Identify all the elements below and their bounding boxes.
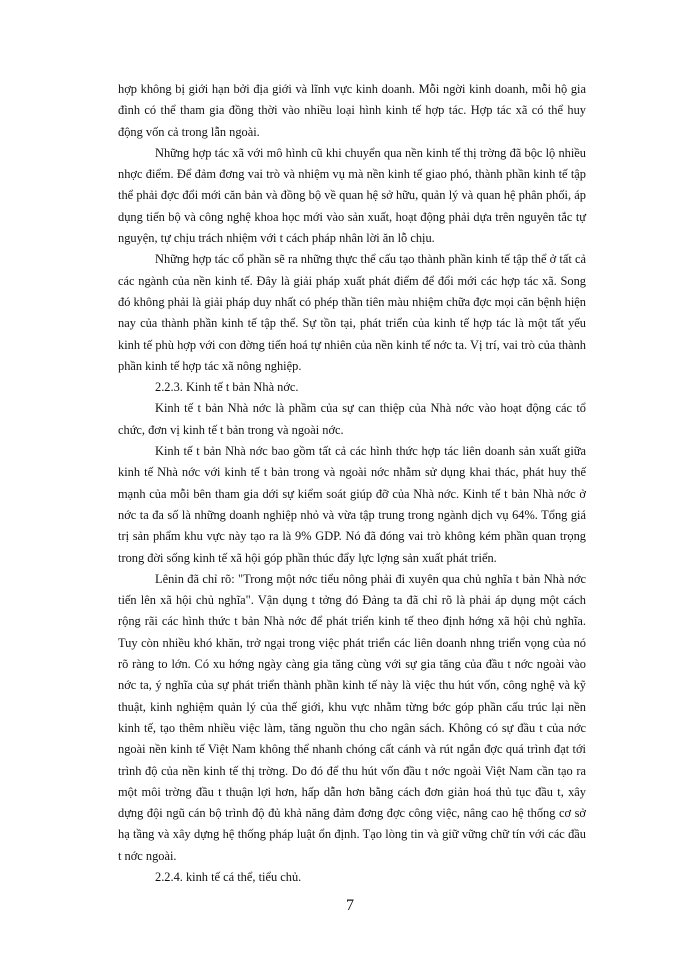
paragraph-old-cooperatives: Những hợp tác xã với mô hình cũ khi chuyển qua nền kinh tế thị trờng đã bộc lộ nhiều nhợc điểm. Để đảm đơng vai trò và nhiệm vụ mà nền kinh tế giao phó, thành phần kinh tế tập thể phải đợc đổi mới căn bản và đồng bộ về quan hệ sở hữu, quản lý và quan hệ phân phối, áp dụng tiến bộ và công nghệ khoa học mới vào sản xuất, hoạt động phải dựa trên nguyên tắc tự nguyện, tự chịu trách nhiệm với t cách pháp nhân lời ăn lỗ chịu. xyxy=(118,145,586,246)
section-heading-2-2-4: 2.2.4. kinh tế cá thể, tiểu chủ. xyxy=(155,869,302,884)
paragraph-shareholding-cooperatives: Những hợp tác cổ phần sẽ ra những thực thể cấu tạo thành phần kinh tế tập thể ở tất cả các ngành của nền kinh tế. Đây là giải pháp xuất phát điểm để đổi mới các hợp tác xã. Song đó không phải là giải pháp duy nhất có phép thần tiên màu nhiệm chữa đợc mọi căn bệnh hiện nay của thành phần kinh tế tập thể. Sự tồn tại, phát triển của kinh tế hợp tác là một tất yếu kinh tế phù hợp với con đờng tiến hoá tự nhiên của nền kinh tế nớc ta. Vị trí, vai trò của thành phần kinh tế hợp tác xã nông nghiệp. xyxy=(118,252,586,373)
paragraph-continuation: hợp không bị giới hạn bởi địa giới và lĩnh vực kinh doanh. Mỗi ngời kinh doanh, mỗi hộ gia đình có thể tham gia đồng thời vào nhiều loại hình kinh tế hợp tác. Hợp tác xã có thể huy động vốn cả trong lẫn ngoài. xyxy=(118,82,586,139)
page-number: 7 xyxy=(346,897,354,914)
paragraph-lenin-quote: Lênin đã chỉ rõ: "Trong một nớc tiểu nông phải đi xuyên qua chủ nghĩa t bản Nhà nớc tiến lên xã hội chủ nghĩa". Vận dụng t tởng đó Đảng ta đã chỉ rõ là phải áp dụng một cách rộng rãi các hình thức t bản Nhà nớc để phát triển kinh tế theo định hớng xã hội chủ nghĩa. Tuy còn nhiều khó khăn, trở ngại trong việc phát triển các liên doanh nhng triển vọng của nó rõ ràng to lớn. Có xu hớng ngày càng gia tăng cùng với sự gia tăng của đầu t nớc ngoài vào nớc ta, ý nghĩa của sự phát triển thành phần kinh tế này là việc thu hút vốn, công nghệ và kỹ thuật, kinh nghiệm quản lý của thế giới, khu vực nhằm từng bớc góp phần cấu trúc lại nền kinh tế, tạo thêm nhiều việc làm, tăng nguồn thu cho ngân sách. Không có sự đầu t của nớc ngoài nền kinh tế Việt Nam không thể nhanh chóng cất cánh và rút ngắn đợc quá trình đạt tới trình độ của nền kinh tế thị trờng. Do đó để thu hút vốn đầu t nớc ngoài Việt Nam cần tạo ra một môi trờng đầu t thuận lợi hơn, hấp dẫn hơn bằng cách đơn giản hoá thủ tục đầu t, xây dựng đội ngũ cán bộ trình độ đủ khả năng đảm đơng đợc công việc, nâng cao hệ thống cơ sở hạ tầng và xây dựng hệ thống pháp luật ổn định. Tạo lòng tin và giữ vững chữ tín với các đầu t nớc ngoài. xyxy=(118,571,586,863)
paragraph-state-capitalism-forms: Kinh tế t bản Nhà nớc bao gồm tất cả các hình thức hợp tác liên doanh sản xuất giữa kinh tế Nhà nớc với kinh tế t bản trong và ngoài nớc nhằm sử dụng khai thác, phát huy thế mạnh của mỗi bên tham gia dới sự kiểm soát giúp đỡ của Nhà nớc. Kinh tế t bản Nhà nớc ở nớc ta đa số là những doanh nghiệp nhỏ và vừa tập trung trong ngành dịch vụ 64%. Tổng giá trị sản phẩm khu vực này tạo ra là 9% GDP. Nó đã đóng vai trò không kém phần quan trọng trong đời sống kinh tế xã hội góp phần thúc đẩy lực lợng sản xuất phát triển. xyxy=(118,444,586,565)
paragraph-state-capitalism-definition: Kinh tế t bản Nhà nớc là phầm của sự can thiệp của Nhà nớc vào hoạt động các tổ chức, đơn vị kinh tế t bản trong và ngoài nớc. xyxy=(118,401,586,437)
body-text xyxy=(118,79,586,888)
section-heading-2-2-3: 2.2.3. Kinh tế t bản Nhà nớc. xyxy=(155,380,299,395)
